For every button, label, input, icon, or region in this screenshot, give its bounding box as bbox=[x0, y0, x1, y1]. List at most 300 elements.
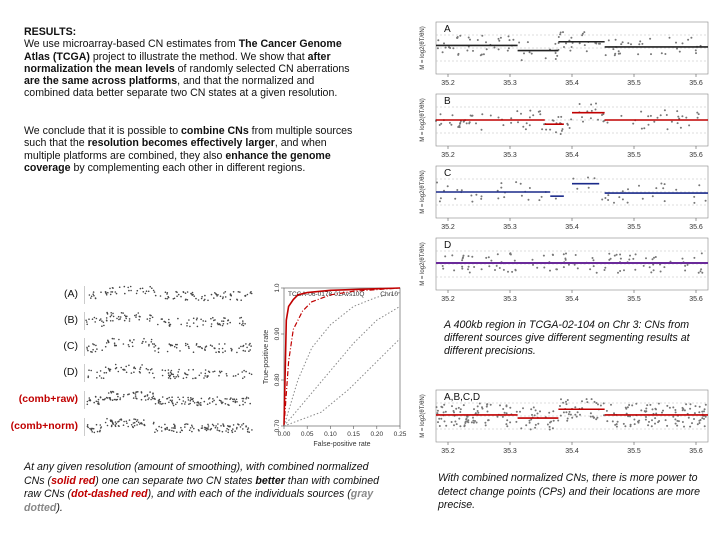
cn-point bbox=[536, 267, 538, 269]
track-point bbox=[168, 319, 170, 321]
track-point bbox=[220, 296, 222, 298]
track-point bbox=[133, 397, 135, 399]
cn-point bbox=[499, 404, 501, 406]
cn-point bbox=[559, 33, 561, 35]
cn-point bbox=[444, 255, 446, 257]
cn-point bbox=[561, 130, 563, 132]
roc-series-line bbox=[284, 339, 400, 426]
cn-point bbox=[657, 421, 659, 423]
cn-point bbox=[593, 417, 595, 419]
track-point bbox=[160, 295, 162, 297]
x-tick-label: 35.2 bbox=[441, 224, 455, 231]
track-point bbox=[226, 428, 228, 430]
track-point bbox=[213, 400, 215, 402]
cn-point bbox=[567, 399, 569, 401]
track-point bbox=[169, 325, 171, 327]
x-tick-label: 35.5 bbox=[627, 152, 641, 159]
cn-point bbox=[617, 272, 619, 274]
cn-point bbox=[627, 406, 629, 408]
track-point bbox=[222, 348, 224, 350]
text-bold: resolution becomes effectively larger bbox=[87, 137, 275, 150]
track-point bbox=[203, 377, 205, 379]
caption-changepoints: With combined normalized CNs, there is more power to detect change points (CPs) and their locations are more precise. bbox=[438, 472, 701, 511]
cn-point bbox=[677, 122, 679, 124]
track-point bbox=[157, 430, 159, 432]
track-point bbox=[115, 399, 117, 401]
track-point bbox=[172, 403, 174, 405]
track-point bbox=[250, 291, 252, 293]
cn-point bbox=[600, 405, 602, 407]
track-point bbox=[171, 427, 173, 429]
cn-point bbox=[586, 401, 588, 403]
track-point bbox=[247, 431, 249, 433]
track-point bbox=[120, 316, 122, 318]
cn-point bbox=[662, 187, 664, 189]
cn-point bbox=[444, 420, 446, 422]
cn-point bbox=[506, 404, 508, 406]
cn-point bbox=[700, 270, 702, 272]
cn-point bbox=[586, 398, 588, 400]
track-point bbox=[116, 293, 118, 295]
cn-point bbox=[522, 126, 524, 128]
roc-series-line bbox=[284, 288, 400, 426]
cn-point bbox=[549, 270, 551, 272]
cn-point bbox=[528, 199, 530, 201]
cn-point bbox=[538, 111, 540, 113]
cn-point bbox=[483, 53, 485, 55]
track-point bbox=[100, 397, 102, 399]
track-point bbox=[159, 399, 161, 401]
track-point bbox=[112, 423, 114, 425]
cn-point bbox=[494, 269, 496, 271]
cn-point bbox=[703, 418, 705, 420]
cn-point bbox=[485, 257, 487, 259]
track-point bbox=[227, 432, 229, 434]
track-point bbox=[188, 369, 190, 371]
track-point bbox=[135, 368, 137, 370]
track-point bbox=[101, 349, 103, 351]
track-point bbox=[105, 422, 107, 424]
cn-point bbox=[689, 426, 691, 428]
roc-frame bbox=[284, 288, 400, 426]
cn-point bbox=[442, 265, 444, 267]
x-tick-label: 35.6 bbox=[689, 448, 703, 455]
track-point bbox=[236, 399, 238, 401]
track-plot bbox=[84, 336, 254, 358]
cn-point bbox=[454, 421, 456, 423]
roc-chr-label: Chr10 bbox=[380, 291, 398, 298]
cn-point bbox=[610, 258, 612, 260]
track-point bbox=[98, 399, 100, 401]
track-point bbox=[165, 403, 167, 405]
track-point bbox=[248, 350, 250, 352]
cn-point bbox=[440, 418, 442, 420]
track-point bbox=[218, 323, 220, 325]
cn-point bbox=[560, 133, 562, 135]
roc-chart bbox=[258, 278, 408, 458]
track-point bbox=[175, 376, 177, 378]
cn-point bbox=[560, 116, 562, 118]
track-point bbox=[204, 299, 206, 301]
track-point bbox=[202, 320, 204, 322]
track-point bbox=[107, 425, 109, 427]
cn-point bbox=[684, 270, 686, 272]
track-point bbox=[241, 371, 243, 373]
track-point bbox=[101, 325, 103, 327]
track-point bbox=[133, 371, 135, 373]
track-point bbox=[187, 423, 189, 425]
cn-point bbox=[569, 50, 571, 52]
cn-point bbox=[620, 115, 622, 117]
cn-point bbox=[475, 194, 477, 196]
track-point bbox=[212, 398, 214, 400]
cn-point bbox=[458, 418, 460, 420]
track-point bbox=[227, 323, 229, 325]
cn-point bbox=[610, 404, 612, 406]
track-point bbox=[197, 405, 199, 407]
track-point bbox=[158, 348, 160, 350]
track-point bbox=[177, 374, 179, 376]
cn-point bbox=[632, 258, 634, 260]
cn-point bbox=[471, 201, 473, 203]
x-tick-label: 35.2 bbox=[441, 80, 455, 87]
track-point bbox=[211, 345, 213, 347]
track-point bbox=[248, 427, 250, 429]
track-point bbox=[242, 322, 244, 324]
track-point bbox=[202, 324, 204, 326]
track-point bbox=[212, 401, 214, 403]
cn-point bbox=[650, 115, 652, 117]
track-point bbox=[245, 398, 247, 400]
cn-point bbox=[506, 419, 508, 421]
cn-point bbox=[584, 44, 586, 46]
cn-point bbox=[453, 269, 455, 271]
cn-point bbox=[562, 31, 564, 33]
track-point bbox=[217, 429, 219, 431]
track-point bbox=[200, 404, 202, 406]
track-point bbox=[147, 318, 149, 320]
track-point bbox=[95, 396, 97, 398]
track-point bbox=[124, 293, 126, 295]
cn-point bbox=[498, 117, 500, 119]
track-point bbox=[169, 343, 171, 345]
track-point bbox=[208, 425, 210, 427]
cn-point bbox=[468, 266, 470, 268]
cn-point bbox=[685, 403, 687, 405]
track-point bbox=[144, 425, 146, 427]
cn-point bbox=[477, 405, 479, 407]
track-point bbox=[186, 325, 188, 327]
cn-point bbox=[575, 254, 577, 256]
track-point bbox=[86, 347, 88, 349]
track-point bbox=[232, 428, 234, 430]
track-point bbox=[215, 293, 217, 295]
cn-point bbox=[597, 119, 599, 121]
track-point bbox=[129, 419, 131, 421]
cn-point bbox=[653, 121, 655, 123]
cn-point bbox=[628, 259, 630, 261]
track-point bbox=[128, 365, 130, 367]
track-point bbox=[198, 403, 200, 405]
cn-point bbox=[477, 39, 479, 41]
cn-point bbox=[451, 254, 453, 256]
track-point bbox=[167, 351, 169, 353]
track-point bbox=[89, 294, 91, 296]
track-point bbox=[88, 345, 90, 347]
track-point bbox=[121, 419, 123, 421]
cn-point bbox=[574, 264, 576, 266]
cn-point bbox=[688, 417, 690, 419]
track-point bbox=[151, 339, 153, 341]
cn-point bbox=[515, 421, 517, 423]
results-paragraph bbox=[24, 26, 360, 100]
x-tick-label: 35.6 bbox=[689, 152, 703, 159]
cn-point bbox=[468, 122, 470, 124]
cn-point bbox=[640, 409, 642, 411]
cn-point bbox=[594, 401, 596, 403]
cn-point bbox=[594, 177, 596, 179]
cn-point bbox=[698, 272, 700, 274]
track-point bbox=[171, 400, 173, 402]
track-point bbox=[239, 317, 241, 319]
cn-point bbox=[532, 264, 534, 266]
track-point bbox=[198, 299, 200, 301]
track-point bbox=[176, 347, 178, 349]
track-point bbox=[209, 397, 211, 399]
track-point bbox=[193, 428, 195, 430]
cn-point bbox=[466, 50, 468, 52]
track-point bbox=[96, 318, 98, 320]
track-point bbox=[114, 424, 116, 426]
track-point bbox=[201, 296, 203, 298]
text: We use microarray-based CN estimates from bbox=[24, 38, 239, 51]
track-plot bbox=[84, 389, 254, 411]
cn-point bbox=[701, 411, 703, 413]
cn-point bbox=[566, 403, 568, 405]
cn-point bbox=[443, 42, 445, 44]
cn-point bbox=[525, 128, 527, 130]
x-tick-label: 35.6 bbox=[689, 224, 703, 231]
cn-point bbox=[437, 47, 439, 49]
track-point bbox=[171, 430, 173, 432]
track-point bbox=[240, 299, 242, 301]
cn-point bbox=[555, 268, 557, 270]
track-point bbox=[199, 375, 201, 377]
track-point bbox=[198, 429, 200, 431]
cn-point bbox=[479, 403, 481, 405]
panel-d bbox=[414, 234, 710, 304]
text: ) one can separate two CN states bbox=[95, 474, 256, 487]
cn-point bbox=[590, 412, 592, 414]
panel-b bbox=[414, 90, 710, 160]
track-point bbox=[86, 348, 88, 350]
track-point bbox=[177, 397, 179, 399]
cn-point bbox=[440, 113, 442, 115]
cn-point bbox=[512, 39, 514, 41]
panel-ylabel: M = log2(θT/θN) bbox=[420, 242, 426, 286]
track-point bbox=[182, 397, 184, 399]
track-point bbox=[100, 424, 102, 426]
cn-point bbox=[617, 421, 619, 423]
track-point bbox=[230, 295, 232, 297]
cn-point bbox=[562, 128, 564, 130]
track-point bbox=[126, 372, 128, 374]
cn-point bbox=[595, 402, 597, 404]
track-point bbox=[233, 424, 235, 426]
cn-point bbox=[642, 198, 644, 200]
track-point bbox=[244, 376, 246, 378]
track-point bbox=[148, 291, 150, 293]
x-tick-label: 35.4 bbox=[565, 448, 579, 455]
track-point bbox=[91, 431, 93, 433]
cn-point bbox=[565, 42, 567, 44]
cn-point bbox=[701, 417, 703, 419]
text: , and when multiple platforms are combined, they also bbox=[24, 137, 327, 162]
track-point bbox=[239, 405, 241, 407]
track-point bbox=[250, 345, 252, 347]
track-point bbox=[222, 352, 224, 354]
cn-point bbox=[537, 413, 539, 415]
track-point bbox=[209, 402, 211, 404]
track-point bbox=[114, 345, 116, 347]
track-point bbox=[94, 432, 96, 434]
track-point bbox=[115, 291, 117, 293]
cn-point bbox=[579, 414, 581, 416]
cn-point bbox=[555, 58, 557, 60]
cn-point bbox=[509, 252, 511, 254]
panel-letter: A bbox=[444, 24, 451, 35]
text-red: solid red bbox=[51, 474, 96, 487]
track-point bbox=[170, 345, 172, 347]
cn-point bbox=[620, 258, 622, 260]
track-point bbox=[112, 320, 114, 322]
cn-point bbox=[652, 408, 654, 410]
track-point bbox=[144, 396, 146, 398]
track-point bbox=[207, 424, 209, 426]
cn-point bbox=[640, 111, 642, 113]
cn-point bbox=[439, 425, 441, 427]
track-point bbox=[201, 398, 203, 400]
track-point bbox=[120, 367, 122, 369]
cn-point bbox=[587, 177, 589, 179]
track-point bbox=[105, 366, 107, 368]
track-point bbox=[103, 325, 105, 327]
cn-point bbox=[556, 55, 558, 57]
track-point bbox=[153, 377, 155, 379]
track-point bbox=[90, 400, 92, 402]
track-point bbox=[140, 288, 142, 290]
track-point bbox=[135, 393, 137, 395]
track-point bbox=[166, 398, 168, 400]
cn-point bbox=[563, 411, 565, 413]
track-point bbox=[96, 401, 98, 403]
cn-point bbox=[570, 414, 572, 416]
track-point bbox=[106, 320, 108, 322]
track-point bbox=[236, 401, 238, 403]
track-point bbox=[168, 369, 170, 371]
track-point bbox=[110, 294, 112, 296]
cn-point bbox=[456, 189, 458, 191]
track-point bbox=[231, 430, 233, 432]
cn-point bbox=[701, 272, 703, 274]
cn-point bbox=[647, 115, 649, 117]
track-point bbox=[125, 366, 127, 368]
track-point bbox=[192, 426, 194, 428]
track-point bbox=[139, 368, 141, 370]
track-point bbox=[242, 428, 244, 430]
cn-point bbox=[507, 50, 509, 52]
cn-point bbox=[437, 421, 439, 423]
track-point bbox=[243, 345, 245, 347]
cn-point bbox=[674, 409, 676, 411]
x-tick-label: 35.5 bbox=[627, 80, 641, 87]
track-point bbox=[173, 430, 175, 432]
cn-point bbox=[459, 425, 461, 427]
track-point bbox=[94, 317, 96, 319]
track-point bbox=[87, 404, 89, 406]
track-point bbox=[190, 427, 192, 429]
cn-point bbox=[496, 265, 498, 267]
cn-point bbox=[693, 202, 695, 204]
cn-point bbox=[652, 258, 654, 260]
cn-point bbox=[541, 196, 543, 198]
cn-point bbox=[666, 114, 668, 116]
track-point bbox=[225, 403, 227, 405]
cn-point bbox=[666, 425, 668, 427]
cn-point bbox=[607, 194, 609, 196]
track-point bbox=[189, 429, 191, 431]
cn-point bbox=[502, 416, 504, 418]
track-point bbox=[211, 428, 213, 430]
cn-point bbox=[648, 124, 650, 126]
x-tick-label: 35.2 bbox=[441, 296, 455, 303]
cn-point bbox=[439, 200, 441, 202]
track-point bbox=[185, 299, 187, 301]
cn-point bbox=[637, 53, 639, 55]
cn-point bbox=[451, 405, 453, 407]
cn-point bbox=[607, 122, 609, 124]
track-point bbox=[247, 429, 249, 431]
cn-point bbox=[629, 255, 631, 257]
track-point bbox=[174, 428, 176, 430]
cn-point bbox=[436, 182, 438, 184]
track-point bbox=[158, 402, 160, 404]
cn-point bbox=[521, 195, 523, 197]
panel-letter: D bbox=[444, 240, 452, 251]
cn-point bbox=[510, 122, 512, 124]
cn-point bbox=[643, 265, 645, 267]
track-point bbox=[128, 344, 130, 346]
track-point bbox=[243, 370, 245, 372]
track-point bbox=[143, 338, 145, 340]
cn-point bbox=[662, 410, 664, 412]
track-point bbox=[96, 377, 98, 379]
cn-point bbox=[581, 400, 583, 402]
track-plot bbox=[84, 416, 254, 438]
track-point bbox=[175, 404, 177, 406]
cn-point bbox=[529, 420, 531, 422]
text: project to illustrate the method. We show that bbox=[89, 50, 308, 63]
track-point bbox=[179, 350, 181, 352]
track-point bbox=[95, 298, 97, 300]
track-point bbox=[162, 369, 164, 371]
cn-point bbox=[661, 52, 663, 54]
track-point bbox=[242, 398, 244, 400]
cn-point bbox=[552, 410, 554, 412]
cn-point bbox=[555, 52, 557, 54]
track-point bbox=[117, 396, 119, 398]
cn-point bbox=[631, 404, 633, 406]
